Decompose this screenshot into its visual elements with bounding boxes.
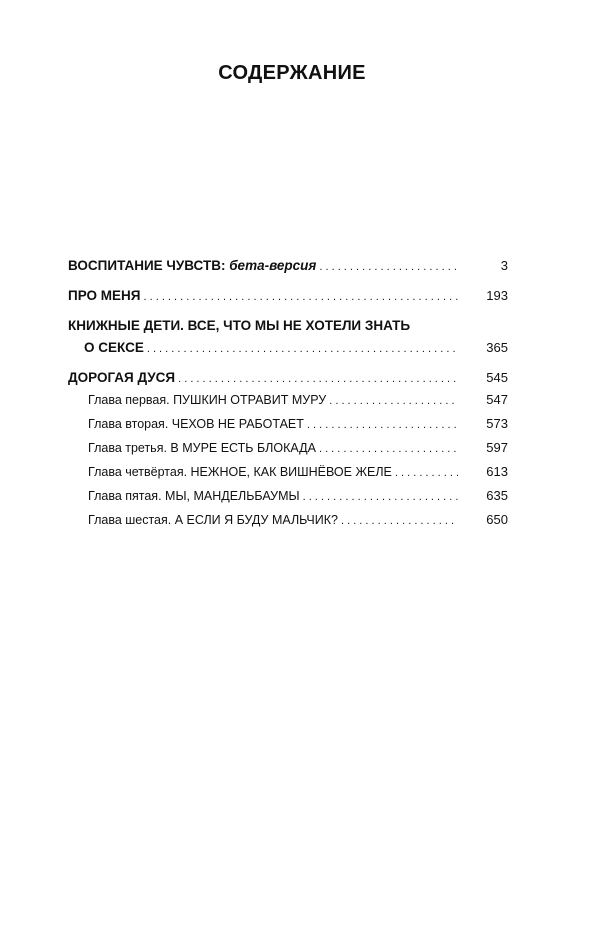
toc-entry-title: ДОРОГАЯ ДУСЯ <box>68 370 176 385</box>
toc-chapter-page: 547 <box>486 392 508 407</box>
toc-chapter-title: Глава первая. ПУШКИН ОТРАВИТ МУРУ <box>88 393 327 407</box>
toc-chapter-title: Глава четвёртая. НЕЖНОЕ, КАК ВИШНЁВОЕ ЖЕЛЕ <box>88 465 392 479</box>
toc-chapter-title: Глава третья. В МУРЕ ЕСТЬ БЛОКАДА <box>88 441 316 455</box>
toc-chapter[interactable] <box>68 464 508 488</box>
page-title: СОДЕРЖАНИЕ <box>218 62 366 84</box>
dot-leader <box>341 515 458 527</box>
toc-entry-title: КНИЖНЫЕ ДЕТИ. ВСЕ, ЧТО МЫ НЕ ХОТЕЛИ ЗНАТЬ <box>68 318 411 333</box>
toc-entry-title-cont: О СЕКСЕ <box>84 340 144 355</box>
dot-leader <box>329 395 458 407</box>
toc-chapter-page: 573 <box>486 416 508 431</box>
toc-chapter[interactable] <box>68 512 508 536</box>
toc-chapter-title: Глава вторая. ЧЕХОВ НЕ РАБОТАЕТ <box>88 417 304 431</box>
dot-leader <box>178 373 458 385</box>
toc-chapter-page: 597 <box>486 440 508 455</box>
toc-entry-title: ПРО МЕНЯ <box>68 288 141 303</box>
toc-entry-title: ВОСПИТАНИЕ ЧУВСТВ: бета-версия <box>68 258 317 273</box>
dot-leader <box>307 419 458 431</box>
toc-chapter-page: 613 <box>486 464 508 479</box>
dot-leader <box>319 443 458 455</box>
dot-leader <box>395 467 458 479</box>
toc-chapter[interactable] <box>68 416 508 440</box>
toc-entry-page: 193 <box>486 288 508 303</box>
toc-entry-page: 365 <box>486 340 508 355</box>
toc-chapter-title: Глава шестая. А ЕСЛИ Я БУДУ МАЛЬЧИК? <box>88 513 338 527</box>
toc-entry[interactable] <box>68 258 508 280</box>
toc-chapter-page: 650 <box>486 512 508 527</box>
toc-entry-page: 545 <box>486 370 508 385</box>
toc-entry[interactable] <box>68 288 508 310</box>
toc-entry-line2[interactable] <box>68 340 508 362</box>
toc-chapter[interactable] <box>68 440 508 464</box>
toc-chapter[interactable] <box>68 488 508 512</box>
toc-entry-page: 3 <box>500 258 508 273</box>
dot-leader <box>319 261 458 273</box>
toc-chapter-page: 635 <box>486 488 508 503</box>
dot-leader <box>143 291 458 303</box>
dot-leader <box>147 343 458 355</box>
toc-chapter-title: Глава пятая. МЫ, МАНДЕЛЬБАУМЫ <box>88 489 300 503</box>
dot-leader <box>303 491 458 503</box>
toc-entry-line1[interactable] <box>68 318 508 340</box>
toc-chapter[interactable] <box>68 392 508 416</box>
toc-entry[interactable] <box>68 370 508 392</box>
table-of-contents <box>68 258 508 536</box>
